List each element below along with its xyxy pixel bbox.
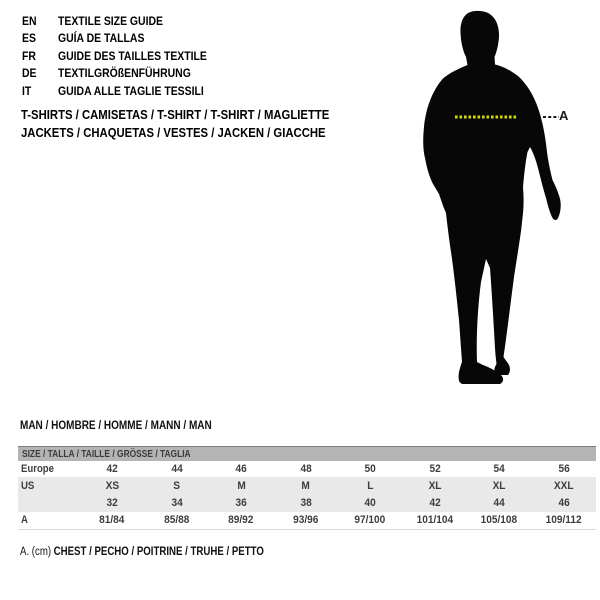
table-row-us-numeric <box>18 494 596 512</box>
size-table-header-row <box>18 447 596 462</box>
cell: 36 <box>235 497 247 509</box>
cell: 34 <box>171 497 183 509</box>
footnote-measure-key: A. (cm) <box>20 546 52 558</box>
cell: 42 <box>106 463 118 475</box>
cell: 44 <box>171 463 183 475</box>
product-types <box>21 106 375 143</box>
lang-row-fr <box>22 48 229 65</box>
table-row-europe <box>18 461 596 477</box>
cell: XL <box>492 479 506 492</box>
cell: 105/108 <box>480 514 518 527</box>
lang-label: TEXTILE SIZE GUIDE <box>58 14 163 28</box>
size-table-header: SIZE / TALLA / TAILLE / GRÖSSE / TAGLIA <box>18 447 596 462</box>
row-label <box>18 494 80 512</box>
table-row-us <box>18 477 596 494</box>
row-label: Europe <box>21 463 54 475</box>
cell: 56 <box>558 463 570 475</box>
cell: 93/96 <box>293 514 319 527</box>
cell: 40 <box>364 497 376 509</box>
cell: 109/112 <box>545 514 582 527</box>
cell: 54 <box>493 463 505 475</box>
man-silhouette-shape <box>423 11 561 384</box>
cell: 50 <box>364 463 376 475</box>
size-table <box>18 446 596 530</box>
language-title-block <box>22 13 229 100</box>
row-label: US <box>21 479 35 492</box>
product-line-jackets: JACKETS / CHAQUETAS / VESTES / JACKEN / GIACCHE <box>21 125 326 141</box>
cell: 46 <box>558 497 570 509</box>
lang-code: FR <box>22 48 36 63</box>
cell: 42 <box>429 497 441 509</box>
lang-code: IT <box>22 83 32 98</box>
cell: 44 <box>493 497 505 509</box>
cell: 89/92 <box>228 514 254 527</box>
lang-label: GUÍA DE TALLAS <box>58 31 145 46</box>
lang-code: DE <box>22 66 37 81</box>
row-label: A <box>21 514 28 527</box>
cell: 38 <box>300 497 312 509</box>
lang-row-de <box>22 65 229 82</box>
lang-row-en <box>22 13 229 30</box>
cell: 48 <box>300 463 312 475</box>
cell: 46 <box>235 463 247 475</box>
cell: M <box>301 479 310 492</box>
cell: XL <box>428 479 442 492</box>
cell: S <box>173 479 181 492</box>
footnote-measure-names: CHEST / PECHO / POITRINE / TRUHE / PETTO <box>53 546 264 558</box>
cell: XS <box>105 479 120 492</box>
lang-row-it <box>22 83 229 100</box>
cell: 52 <box>429 463 441 475</box>
product-line-tshirts: T-SHIRTS / CAMISETAS / T-SHIRT / T-SHIRT / MAGLIETTE <box>21 107 330 122</box>
lang-code: EN <box>22 14 37 28</box>
cell: 32 <box>106 497 118 509</box>
cell: M <box>237 479 246 492</box>
table-row-chest <box>18 512 596 529</box>
cell: L <box>367 479 374 492</box>
measure-label-a: A <box>559 108 569 123</box>
lang-code: ES <box>22 31 36 46</box>
cell: 85/88 <box>164 514 190 527</box>
lang-row-es <box>22 30 229 47</box>
lang-label: GUIDA ALLE TAGLIE TESSILI <box>58 83 204 98</box>
lang-label: TEXTILGRÖßENFÜHRUNG <box>58 66 191 81</box>
cell: 81/84 <box>99 514 125 527</box>
cell: XXL <box>553 479 574 492</box>
gender-heading: MAN / HOMBRE / HOMME / MANN / MAN <box>20 420 212 432</box>
cell: 101/104 <box>416 514 454 527</box>
man-silhouette <box>410 0 600 400</box>
footnote <box>20 546 310 558</box>
cell: 97/100 <box>354 514 386 527</box>
lang-label: GUIDE DES TAILLES TEXTILE <box>58 48 207 63</box>
